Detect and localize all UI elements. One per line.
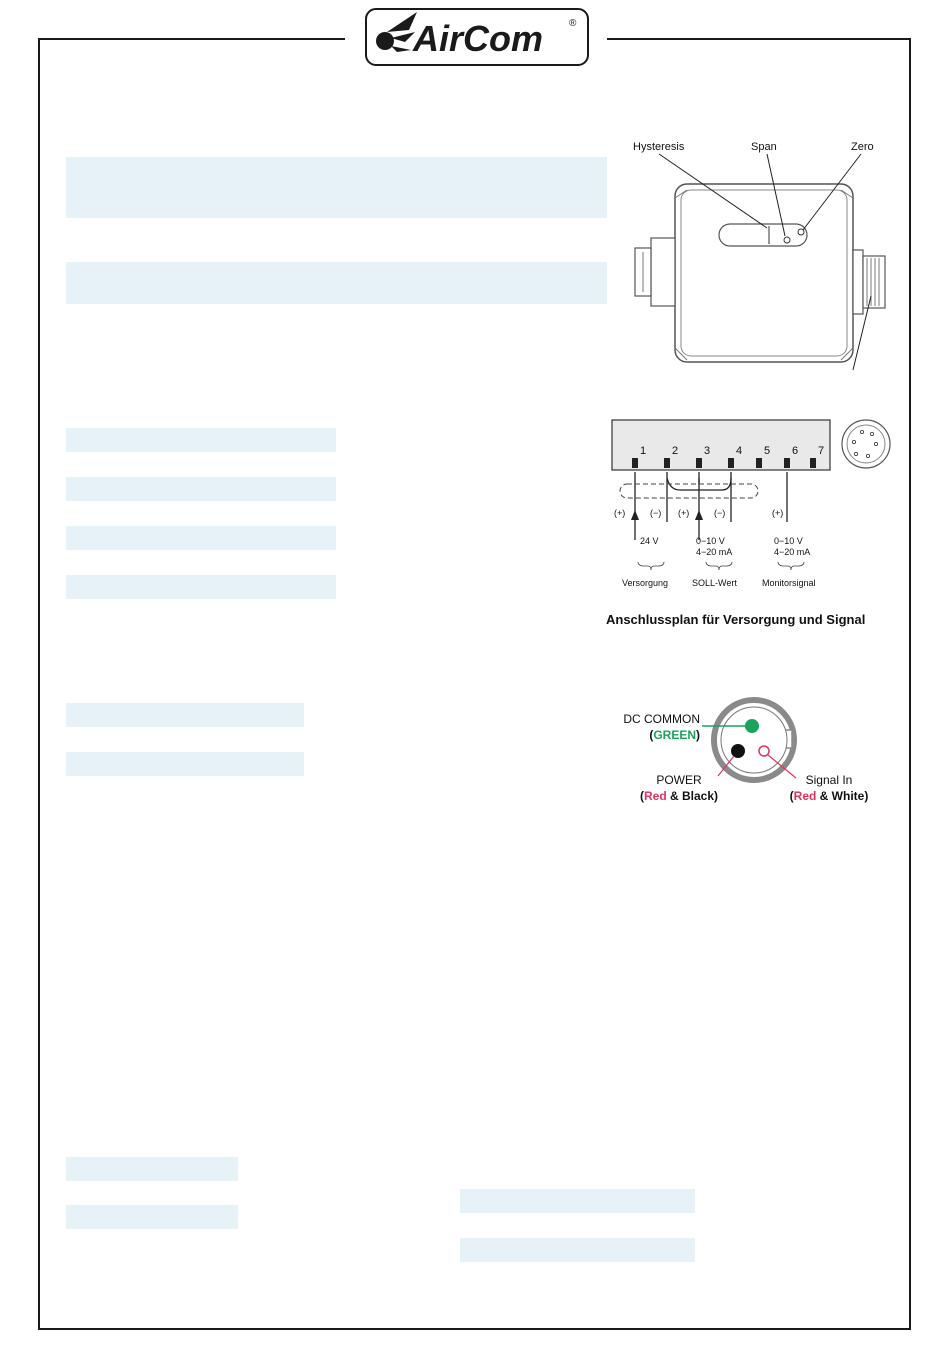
label-red-white: (Red & White) xyxy=(789,789,869,803)
polarity-5: (+) xyxy=(772,508,784,518)
setpoint-voltage: 0−10 V xyxy=(696,536,725,546)
device-figure xyxy=(615,132,905,382)
terminal-7: 7 xyxy=(818,445,825,457)
label-span: Span xyxy=(751,141,777,153)
terminal-1: 1 xyxy=(640,445,647,457)
aircom-logo xyxy=(365,8,589,66)
logo-registered: ® xyxy=(569,18,577,29)
footer-field-left-2 xyxy=(66,1205,238,1229)
label-dc-common: DC COMMON xyxy=(623,712,700,726)
pin-power xyxy=(731,744,745,758)
round-connector-icon xyxy=(842,420,890,468)
shield-dashed xyxy=(620,484,758,498)
spec-field-1 xyxy=(66,428,336,452)
pin-dc-common xyxy=(745,719,759,733)
spec-field-3 xyxy=(66,526,336,550)
label-signal-in: Signal In xyxy=(805,773,853,787)
pot-slot xyxy=(719,224,807,246)
supply-voltage: 24 V xyxy=(640,536,659,546)
label-red-black: (Red & Black) xyxy=(639,789,719,803)
monitor-current: 4−20 mA xyxy=(774,547,811,557)
label-power: POWER xyxy=(656,773,702,787)
device-body xyxy=(675,184,853,362)
footer-field-right-1 xyxy=(460,1189,695,1213)
polarity-3: (+) xyxy=(678,508,690,518)
logo-text: AirCom xyxy=(413,18,544,59)
left-connector xyxy=(651,238,675,306)
group-setpoint: SOLL-Wert xyxy=(692,578,737,588)
terminal-3: 3 xyxy=(704,445,711,457)
spec-field-2 xyxy=(66,477,336,501)
group-monitor: Monitorsignal xyxy=(762,578,816,588)
terminal-4: 4 xyxy=(736,445,743,457)
label-zero: Zero xyxy=(851,141,874,153)
label-hysteresis: Hysteresis xyxy=(633,141,685,153)
terminal-2: 2 xyxy=(672,445,679,457)
footer-field-left-1 xyxy=(66,1157,238,1181)
footer-field-right-2 xyxy=(460,1238,695,1262)
text-block-1 xyxy=(66,157,607,218)
right-threaded-port xyxy=(863,256,885,308)
terminal-5: 5 xyxy=(764,445,771,457)
setpoint-current: 4−20 mA xyxy=(696,547,733,557)
group-supply: Versorgung xyxy=(622,578,669,588)
text-block-2 xyxy=(66,262,607,304)
monitor-voltage: 0−10 V xyxy=(774,536,803,546)
polarity-4: (−) xyxy=(714,508,726,518)
wiring-figure xyxy=(600,412,910,632)
connector-field-2 xyxy=(66,752,304,776)
label-green: (GREEN) xyxy=(649,728,700,742)
terminal-6: 6 xyxy=(792,445,799,457)
polarity-1: (+) xyxy=(614,508,626,518)
polarity-2: (−) xyxy=(650,508,662,518)
spec-field-4 xyxy=(66,575,336,599)
connector-figure xyxy=(608,694,898,812)
connector-field-1 xyxy=(66,703,304,727)
wiring-caption: Anschlussplan für Versorgung und Signal xyxy=(606,612,866,627)
